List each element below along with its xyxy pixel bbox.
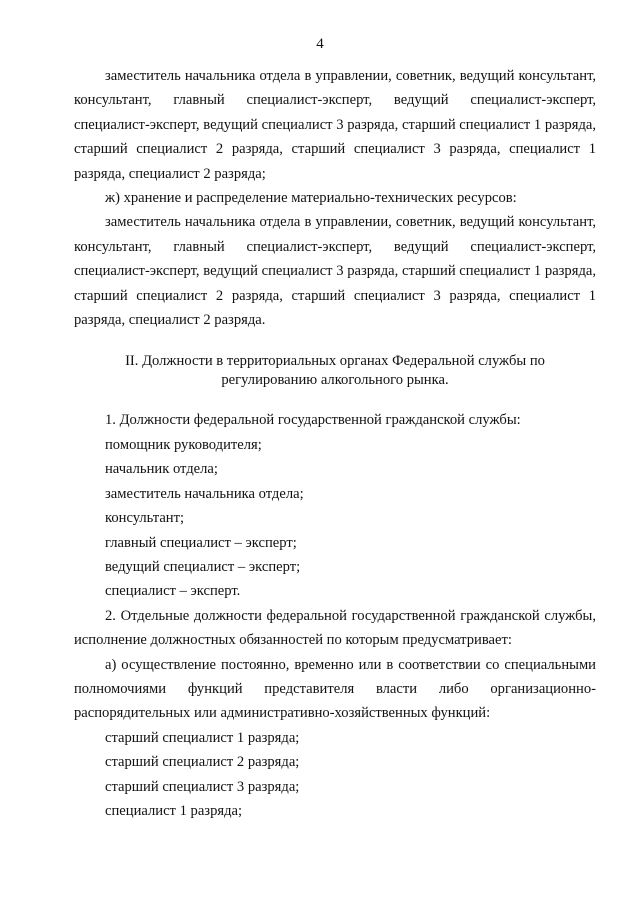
list-item: начальник отдела; <box>105 461 218 478</box>
list-item: специалист 1 разряда; <box>105 802 243 819</box>
paragraph: 1. Должности федеральной государственной гражданской службы: <box>105 412 521 429</box>
list-item: заместитель начальника отдела; <box>105 485 304 502</box>
paragraph: 2. Отдельные должности федеральной государственной гражданской службы, исполнение должностных обязанностей по которым предусматривает: <box>74 607 596 649</box>
list-item: старший специалист 2 разряда; <box>105 754 300 771</box>
page-number: 4 <box>316 36 324 52</box>
list-item: специалист – эксперт. <box>105 583 241 600</box>
list-item: консультант; <box>105 510 185 527</box>
list-item: помощник руководителя; <box>105 436 262 453</box>
paragraph: ж) хранение и распределение материально-технических ресурсов: <box>105 190 517 207</box>
paragraph: а) осуществление постоянно, временно или в соответствии со специальными полномочиями функций представителя власти либо организационно-распорядительных или административно-хозяйственных функций: <box>74 656 596 722</box>
section-heading-line: II. Должности в территориальных органах Федеральной службы по <box>125 353 545 370</box>
list-item: старший специалист 3 разряда; <box>105 778 300 795</box>
paragraph: заместитель начальника отдела в управлении, советник, ведущий консультант, консультант, главный специалист-эксперт, ведущий специалист-эксперт, специалист-эксперт, ведущий специалист 3 разряда, старший специалист 1 разряда, старший специалист 2 разряда, старший специалист 3 разряда, специалист 1 разряда, специалист 2 разряда; <box>74 68 596 182</box>
document-body <box>74 64 596 823</box>
list-item: старший специалист 1 разряда; <box>105 729 300 746</box>
section-heading-line: регулированию алкогольного рынка. <box>221 372 449 389</box>
list-item: главный специалист – эксперт; <box>105 534 297 551</box>
list-item: ведущий специалист – эксперт; <box>105 558 301 575</box>
paragraph: заместитель начальника отдела в управлении, советник, ведущий консультант, консультант, главный специалист-эксперт, ведущий специалист-эксперт, специалист-эксперт, ведущий специалист 3 разряда, старший специалист 1 разряда, старший специалист 2 разряда, старший специалист 3 разряда, специалист 1 разряда, специалист 2 разряда. <box>74 214 596 329</box>
section-heading <box>74 352 596 390</box>
